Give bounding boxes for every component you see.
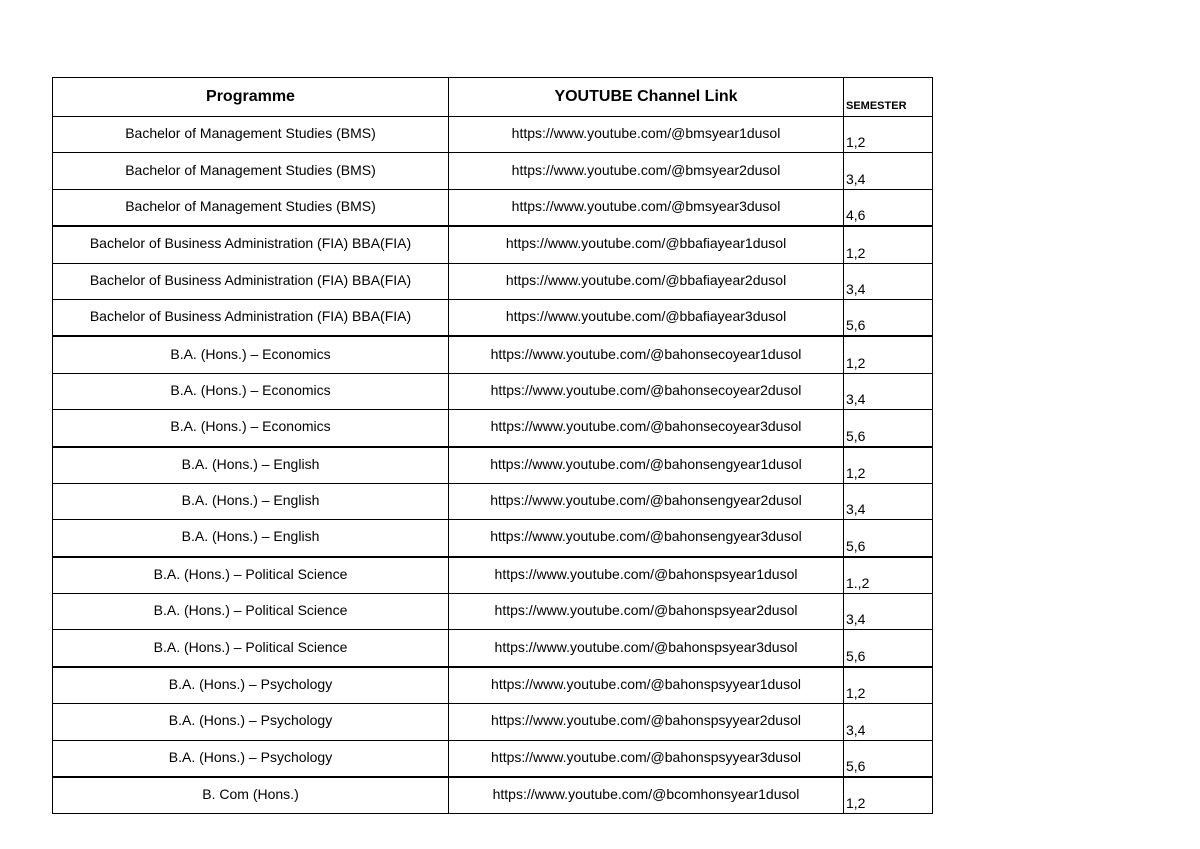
programme-cell: B. Com (Hons.) [53,777,449,814]
semester-cell: 5,6 [844,630,933,667]
table-row [53,740,933,777]
programme-cell: Bachelor of Business Administration (FIA) BBA(FIA) [53,263,449,299]
table-row [53,336,933,373]
semester-cell: 1,2 [844,117,933,153]
channel-link-cell[interactable]: https://www.youtube.com/@bahonspsyear1dusol [449,557,844,594]
programme-channel-table [52,77,933,814]
channel-link-cell[interactable]: https://www.youtube.com/@bahonspsyear3dusol [449,630,844,667]
programme-cell: B.A. (Hons.) – Economics [53,373,449,409]
channel-link-cell[interactable]: https://www.youtube.com/@bahonspsyyear3dusol [449,740,844,777]
semester-cell: 3,4 [844,483,933,519]
table-row [53,299,933,336]
channel-link-cell[interactable]: https://www.youtube.com/@bmsyear1dusol [449,117,844,153]
programme-cell: B.A. (Hons.) – Political Science [53,630,449,667]
semester-cell: 3,4 [844,594,933,630]
channel-link-cell[interactable]: https://www.youtube.com/@bbafiayear1dusol [449,226,844,263]
semester-cell: 5,6 [844,299,933,336]
channel-link-header: YOUTUBE Channel Link [449,78,844,117]
channel-link-cell[interactable]: https://www.youtube.com/@bahonspsyyear2dusol [449,704,844,740]
semester-cell: 5,6 [844,520,933,557]
semester-cell: 4,6 [844,189,933,226]
semester-cell: 1,2 [844,777,933,814]
table-row [53,189,933,226]
channel-link-cell[interactable]: https://www.youtube.com/@bmsyear3dusol [449,189,844,226]
channel-link-cell[interactable]: https://www.youtube.com/@bahonspsyear2dusol [449,594,844,630]
programme-cell: B.A. (Hons.) – Psychology [53,704,449,740]
channel-link-cell[interactable]: https://www.youtube.com/@bahonspsyyear1dusol [449,667,844,704]
table-row [53,153,933,189]
semester-cell: 1.,2 [844,557,933,594]
programme-cell: B.A. (Hons.) – Political Science [53,557,449,594]
table-row [53,594,933,630]
programme-cell: B.A. (Hons.) – English [53,447,449,484]
table-row [53,520,933,557]
semester-cell: 3,4 [844,373,933,409]
channel-link-cell[interactable]: https://www.youtube.com/@bahonsengyear2dusol [449,483,844,519]
channel-link-cell[interactable]: https://www.youtube.com/@bcomhonsyear1dusol [449,777,844,814]
programme-cell: Bachelor of Business Administration (FIA) BBA(FIA) [53,299,449,336]
channel-link-cell[interactable]: https://www.youtube.com/@bmsyear2dusol [449,153,844,189]
table-row [53,557,933,594]
channel-link-cell[interactable]: https://www.youtube.com/@bahonsengyear1dusol [449,447,844,484]
semester-cell: 3,4 [844,263,933,299]
semester-header: SEMESTER [844,78,933,117]
table-row [53,226,933,263]
programme-cell: Bachelor of Business Administration (FIA) BBA(FIA) [53,226,449,263]
programme-cell: B.A. (Hons.) – Political Science [53,594,449,630]
programme-header: Programme [53,78,449,117]
channel-link-cell[interactable]: https://www.youtube.com/@bbafiayear3dusol [449,299,844,336]
header-row [53,78,933,117]
programme-cell: B.A. (Hons.) – Psychology [53,740,449,777]
channel-link-cell[interactable]: https://www.youtube.com/@bahonsecoyear1dusol [449,336,844,373]
semester-cell: 1,2 [844,336,933,373]
table-row [53,483,933,519]
programme-cell: B.A. (Hons.) – Economics [53,336,449,373]
programme-cell: B.A. (Hons.) – English [53,520,449,557]
semester-cell: 1,2 [844,667,933,704]
table-row [53,630,933,667]
semester-cell: 3,4 [844,153,933,189]
semester-cell: 3,4 [844,704,933,740]
table-row [53,263,933,299]
table-row [53,373,933,409]
programme-cell: B.A. (Hons.) – English [53,483,449,519]
table-row [53,667,933,704]
semester-cell: 1,2 [844,447,933,484]
semester-cell: 5,6 [844,740,933,777]
table-row [53,117,933,153]
programme-cell: Bachelor of Management Studies (BMS) [53,117,449,153]
programme-cell: B.A. (Hons.) – Economics [53,410,449,447]
channel-link-cell[interactable]: https://www.youtube.com/@bahonsengyear3dusol [449,520,844,557]
table-row [53,410,933,447]
programme-cell: Bachelor of Management Studies (BMS) [53,189,449,226]
programme-cell: B.A. (Hons.) – Psychology [53,667,449,704]
semester-cell: 5,6 [844,410,933,447]
channel-link-cell[interactable]: https://www.youtube.com/@bahonsecoyear3dusol [449,410,844,447]
semester-cell: 1,2 [844,226,933,263]
table-row [53,447,933,484]
programme-cell: Bachelor of Management Studies (BMS) [53,153,449,189]
channel-link-cell[interactable]: https://www.youtube.com/@bbafiayear2dusol [449,263,844,299]
table-row [53,777,933,814]
table-row [53,704,933,740]
channel-link-cell[interactable]: https://www.youtube.com/@bahonsecoyear2dusol [449,373,844,409]
